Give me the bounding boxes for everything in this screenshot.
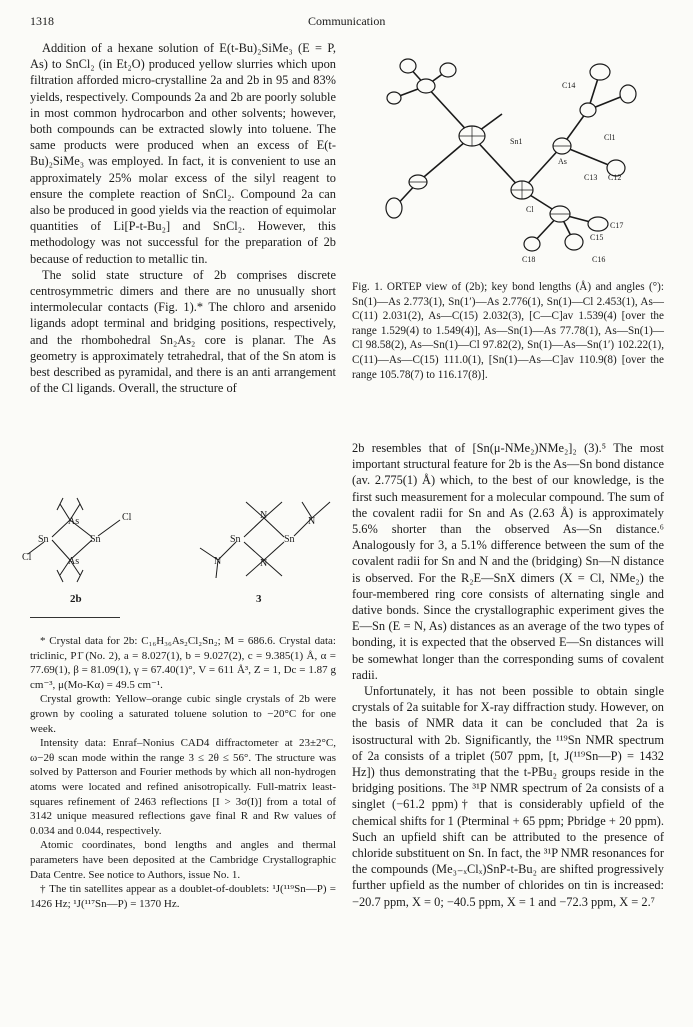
footnote: † The tin satellites appear as a doublet-of-doublets: ¹J(¹¹⁹Sn—P) = 1426 Hz; ¹J(¹¹⁷Sn—P) = 1370 Hz. — [30, 883, 336, 910]
atom-label: N — [214, 556, 222, 567]
figure-caption: Fig. 1. ORTEP view of (2b); key bond lengths (Å) and angles (°): Sn(1)—As 2.773(1), Sn(1′)—As 2.776(1), Sn(1)—Cl 2.453(1), As—C(11) 2.031(2), As—C(15) 2.032(3), [C—C]av 1.539(4) [over the range 1.529(4) to 1.549(4)], As—Sn(1)—As 77.78(1), As—Sn(1)—Cl 98.58(2), As—Sn(1)—Cl 97.82(2), Sn(1)—As—Sn(1′) 102.22(1), C(11)—As—C(15) 111.0(1), [Sn(1)—As—C]av 110.9(8) [over the range 105.78(7) to 116.17(8)]. — [352, 281, 664, 381]
atom-label-c17: C17 — [610, 221, 624, 230]
atom-label: As — [68, 556, 80, 567]
footnote: * Crystal data for 2b: C₁₆H₃₆As₂Cl₂Sn₂; M = 686.6. Crystal data: triclinic, P1̄ (No. 2), a = 8.027(1), b = 9.027(2), c = 9.385(1) Å, α = 77.69(1), β = 81.09(1), γ = 67.40(1)°, V = 611 Å³, Z = 1, Dc = 1.87 g cm⁻³, μ(Mo-Kα) = 49.5 cm⁻¹. — [30, 635, 336, 691]
footnote-rule — [30, 617, 120, 618]
atom-label-c15: C15 — [590, 233, 604, 242]
ortep-figure — [352, 40, 664, 270]
paragraph: Addition of a hexane solution of E(t-Bu)₂SiMe₃ (E = P, As) to SnCl₂ (in Et₂O) produced yellow slurries which upon filtration afforded micro-crystalline 2a and 2b in 95 and 83% yields, respectively. Compounds 2a and 2b are poorly soluble in most common hydrocarbon and other solvents; however, both compounds can be extracted slowly into toluene. The same products were produced when an excess of E(t-Bu)₂SiMe₃ was employed. In fact, it is convenient to use an approximately 25% molar excess of the silyl reagent to ensure the complete reaction of SnCl₂. Compound 2a can also be produced in good yields via the reaction of equimolar quantities of Li[P-t-Bu₂] and SnCl₂. However, this methodology was not successful for the preparation of 2b because of reduction to metallic tin. — [30, 41, 336, 266]
atom-label: Sn — [90, 534, 101, 545]
footnote: Intensity data: Enraf–Nonius CAD4 diffractometer at 23±2°C, ω−2θ scan mode within the range 3 ≤ 2θ ≤ 56°. The structure was solved by Patterson and Fourier methods by which all non-hydrogen atoms were located and refined anisotropically. Full-matrix least-squares refinement of 2463 reflections [I > 3σ(I)] from a total of 3142 unique measured reflections gave final R and Rw values of 0.034 and 0.044, respectively. — [30, 737, 336, 837]
atom-label-c18: C18 — [522, 255, 536, 264]
footnote: Crystal growth: Yellow–orange cubic single crystals of 2b were grown by cooling a saturated toluene solution to −20°C for one week. — [30, 693, 336, 735]
paragraph: The solid state structure of 2b comprises discrete centrosymmetric dimers and there are no unusually short intermolecular contacts (Fig. 1).* The chloro and arsenido ligands adopt terminal and bridging positions, respectively, and the rhombohedral Sn₂As₂ core is planar. The As geometry is approximately tetrahedral, that of the Sn atom is best described as pyramidal, and there is an anti arrangement of the Cl ligands. Overall, the structure of — [30, 267, 336, 396]
atom-label: N — [308, 516, 316, 527]
atom-label: Cl — [122, 512, 132, 523]
page-number: 1318 — [30, 14, 54, 28]
atom-label: N — [260, 558, 268, 569]
atom-label: N — [260, 510, 268, 521]
atom-label: Sn — [38, 534, 49, 545]
paragraph: 2b resembles that of [Sn(μ-NMe₂)NMe₂]₂ (3).⁵ The most important structural feature for 2b is the As—Sn bond distance (av. 2.775(1) Å) which, to the best of our knowledge, is the first such measurement for a molecular compound. The sum of the covalent radii for Sn and As (2.63 Å) is approximately 5.6% shorter than the observed As—Sn distance.⁶ Analogously for 3, a 5.1% difference between the sum of the covalent radii for Sn and N and the (bridging) Sn—N distance is observed. For the R₂E—SnX dimers (X = Cl, NMe₂) the four-membered ring core consists of alternating single and dative bonds. Since the crystallographic experiment gives the E—Sn (E = N, As) distances as an average of the two types of bonding, it is expected that the observed E—Sn distances will be somewhat longer than the corresponding sums of covalent radii. — [352, 441, 664, 682]
running-header: Communication — [308, 14, 386, 28]
atom-label-cl1: Cl1 — [604, 133, 616, 142]
footnotes — [30, 634, 336, 911]
atom-label-c12: C12 — [608, 173, 622, 182]
atom-label: As — [68, 516, 80, 527]
atom-label-c13: C13 — [584, 173, 598, 182]
left-column — [30, 40, 336, 396]
paragraph: Unfortunately, it has not been possible to obtain single crystals of 2a suitable for X-ray diffraction study. However, on the basis of NMR data it can be concluded that 2a is isostructural with 2b. Significantly, the ¹¹⁹Sn NMR spectrum of 2a consists of a triplet (507 ppm, [t, J(¹¹⁹Sn—P) = 1432 Hz]) thus demonstrating that the t-PBu₂ groups reside in the bridging positions. The ³¹P NMR spectrum of 2a consists of a singlet (−61.2 ppm)† that is considerably upfield of the chemical shifts for 1 (Pterminal + 65 ppm; Pbridge + 20 ppm). Such an upfield shift can be attributed to the presence of chloride substituent on Sn. In fact, the ³¹P NMR resonances for the compounds (Me₃₋ₓClₓ)SnP-t-Bu₂ are shifted progressively further upfield as the number of chlorides on tin is increased: −20.7 ppm, X = 0; −40.5 ppm, X = 1 and −72.3 ppm, X = 2.⁷ — [352, 684, 664, 909]
atom-label-sn1: Sn1 — [510, 137, 523, 146]
atom-label: Sn — [284, 534, 295, 545]
right-column — [352, 440, 664, 910]
atom-label-c16: C16 — [592, 255, 606, 264]
atom-label-c14: C14 — [562, 81, 576, 90]
atom-label-as: As — [558, 157, 567, 166]
atom-label: Sn — [230, 534, 241, 545]
atom-label-cl: Cl — [526, 205, 534, 214]
compound-label-3: 3 — [256, 593, 262, 605]
atom-label: Cl — [22, 552, 32, 563]
footnote: Atomic coordinates, bond lengths and angles and thermal parameters have been deposited at the Cambridge Crystallographic Data Centre. See notice to Authors, issue No. 1. — [30, 839, 336, 881]
structure-scheme — [22, 490, 336, 605]
compound-label-2b: 2b — [70, 593, 82, 605]
